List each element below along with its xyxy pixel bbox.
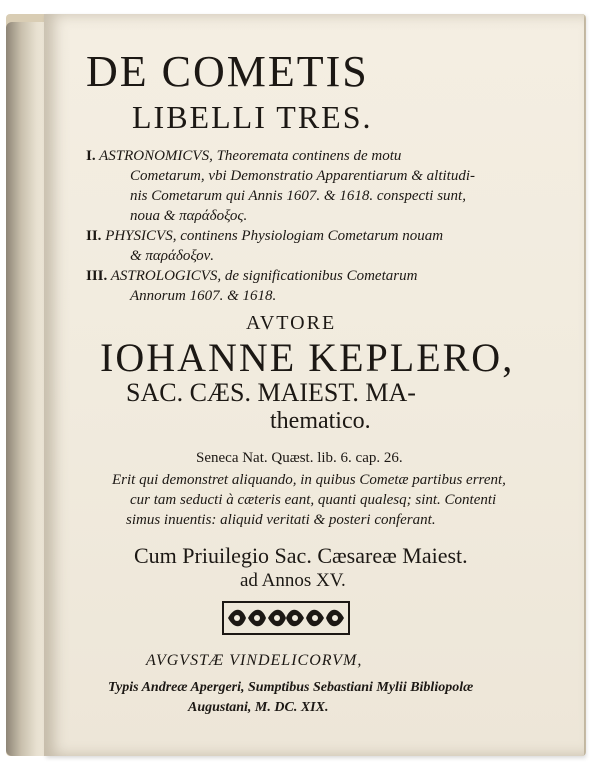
book-three-text: ASTROLOGICVS, de significationibus Cometarum xyxy=(110,268,418,284)
book-one-line-4: noua & παράδοξος. xyxy=(130,208,248,224)
book-two-line xyxy=(86,228,443,245)
book-one-line-2: Cometarum, vbi Demonstratio Apparentiarum & altitudi- xyxy=(130,168,475,184)
book-two-line-2: & παράδοξον. xyxy=(130,248,215,264)
book-three-label: III. xyxy=(86,268,108,284)
book-one-text: ASTRONOMICVS, Theoremata continens de motu xyxy=(99,148,402,164)
book-one-line xyxy=(86,148,401,165)
quote-line-3: simus inuentis: aliquid veritati & posteri conferant. xyxy=(126,512,436,528)
author-title-1: SAC. CÆS. MAIEST. MA- xyxy=(126,378,416,407)
book-two-label: II. xyxy=(86,228,102,244)
subtitle: LIBELLI TRES. xyxy=(132,99,373,135)
privilege-line-1: Cum Priuilegio Sac. Cæsareæ Maiest. xyxy=(134,543,468,568)
book-one-label: I. xyxy=(86,148,96,164)
imprint-place: AVGVSTÆ VINDELICORVM, xyxy=(146,652,363,669)
quote-source: Seneca Nat. Quæst. lib. 6. cap. 26. xyxy=(196,450,403,466)
author-title-2: thematico. xyxy=(270,408,371,434)
quote-line-2: cur tam seducti à cæteris eant, quanti qualesq; sint. Contenti xyxy=(130,492,497,508)
quote-line-1: Erit qui demonstret aliquando, in quibus Cometæ partibus errent, xyxy=(112,472,506,488)
book-three-line xyxy=(86,268,417,285)
privilege-line-2: ad Annos XV. xyxy=(240,570,346,591)
book-two-text: PHYSICVS, continens Physiologiam Cometarum nouam xyxy=(105,228,444,244)
author-name: IOHANNE KEPLERO, xyxy=(100,335,515,380)
printer-ornament xyxy=(222,601,350,635)
book-one-line-3: nis Cometarum qui Annis 1607. & 1618. conspecti sunt, xyxy=(130,188,466,204)
book-three-line-2: Annorum 1607. & 1618. xyxy=(130,288,277,304)
imprint-line-2: Augustani, M. DC. XIX. xyxy=(188,700,329,715)
main-title: DE COMETIS xyxy=(86,47,369,96)
imprint-line-1: Typis Andreæ Apergeri, Sumptibus Sebastiani Mylii Bibliopolæ xyxy=(108,680,474,695)
author-label: AVTORE xyxy=(246,312,337,334)
